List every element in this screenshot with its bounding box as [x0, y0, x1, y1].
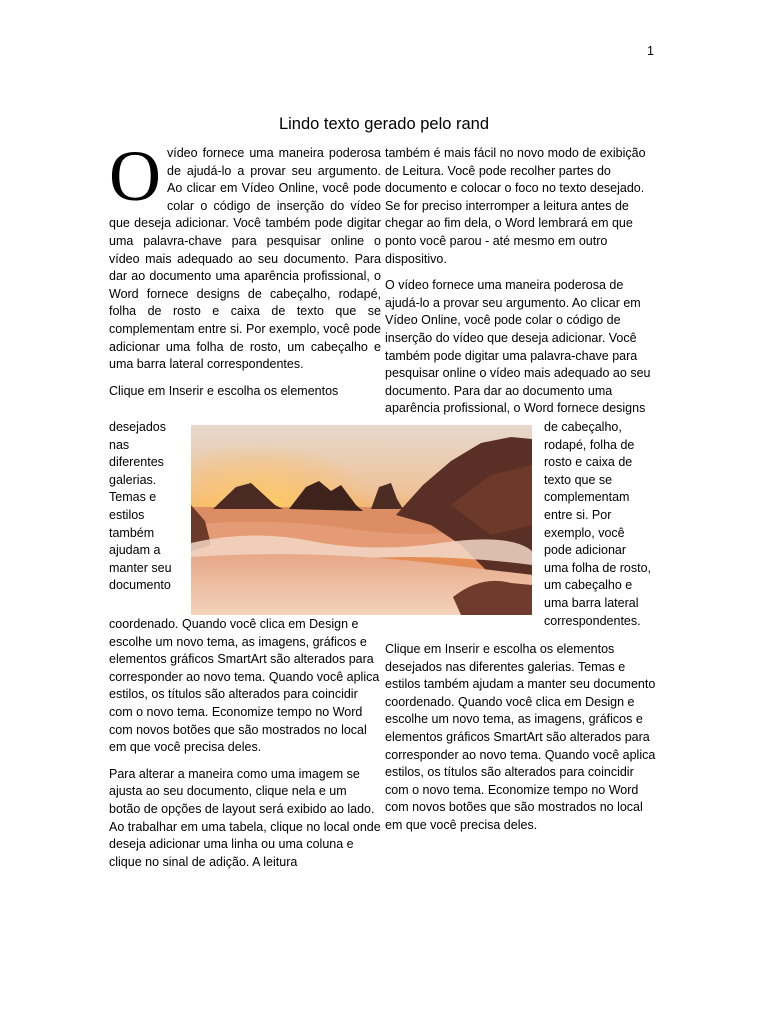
wrapped-line: ajudam a — [109, 543, 161, 558]
drop-cap: O — [109, 136, 161, 216]
wrapped-line: uma folha de rosto, — [544, 560, 652, 575]
wrapped-line: rosto e caixa de — [544, 455, 633, 470]
wrapped-line: correspondentes. — [544, 613, 641, 628]
wrapped-line: complementam — [544, 490, 630, 505]
wrapped-line: manter seu — [109, 560, 172, 575]
wrapped-line: nas — [109, 437, 130, 452]
wrapped-line: Temas e — [109, 490, 157, 505]
left-column — [109, 136, 381, 400]
paragraph-text: vídeo fornece uma maneira poderosa de ajudá-lo a provar seu argumento. Ao clicar em Vídeo Online, você pode colar o código de inserção do vídeo que deseja adicionar. Você também pode digitar uma palavra-chave para pesquisar online o vídeo mais adequado ao seu documento. Para dar ao documento uma aparência profissional, o Word fornece designs de cabeçalho, rodapé, folha de rosto e caixa de texto que se complementam entre si. Por exemplo, você pode adicionar uma folha de rosto, um cabeçalho e uma barra lateral correspondentes. — [109, 146, 381, 372]
wrapped-line: documento — [109, 578, 171, 593]
wrapped-line: texto que se — [544, 472, 613, 487]
right-column — [385, 145, 658, 418]
wrapped-line: desejados — [109, 420, 166, 434]
page-number: 1 — [647, 44, 654, 58]
left-column-continued — [109, 616, 381, 871]
wrapped-text-right — [544, 419, 664, 630]
wrapped-line: galerias. — [109, 472, 157, 487]
wrapped-line: pode adicionar — [544, 543, 627, 558]
paragraph: Para alterar a maneira como uma imagem se ajusta ao seu documento, clique nela e um botão de opções de layout será exibido ao lado. Ao trabalhar em uma tabela, clique no local onde deseja adicionar uma linha ou uma coluna e clique no sinal de adição. A leitura — [109, 766, 381, 869]
wrapped-line: exemplo, você — [544, 525, 625, 540]
wrapped-line: de cabeçalho, — [544, 420, 622, 434]
wrapped-text-left — [109, 419, 181, 595]
paragraph: também é mais fácil no novo modo de exibição de Leitura. Você pode recolher partes do documento e colocar o foco no texto desejado. Se for preciso interromper a leitura antes de chegar ao fim dela, o Word lembrará em que ponto você parou - até mesmo em outro dispositivo. — [385, 146, 646, 266]
wrapped-line: diferentes — [109, 455, 164, 470]
wrapped-line: uma barra lateral — [544, 595, 639, 610]
document-title: Lindo texto gerado pelo rand — [278, 115, 490, 133]
paragraph: Clique em Inserir e escolha os elementos desejados nas diferentes galerias. Temas e estilos também ajudam a manter seu documento coordenado. Quando você clica em Design e escolhe um novo tema, as imagens, gráficos e elementos gráficos SmartArt são alterados para corresponder ao novo tema. Quando você aplica estilos, os títulos são alterados para coincidir com o novo tema. Economize tempo no Word com novos botões que são mostrados no local em que você precisa deles. — [385, 642, 656, 832]
wrapped-line: estilos — [109, 507, 145, 522]
right-column-continued — [385, 641, 658, 835]
wrapped-line: também — [109, 525, 155, 540]
wrapped-line: entre si. Por — [544, 507, 612, 522]
beach-sunset-photo — [191, 425, 532, 615]
paragraph — [109, 136, 381, 374]
paragraph: Clique em Inserir e escolha os elementos — [109, 383, 339, 398]
wrapped-line: um cabeçalho e — [544, 578, 633, 593]
paragraph: O vídeo fornece uma maneira poderosa de ajudá-lo a provar seu argumento. Ao clicar em Vídeo Online, você pode colar o código de inserção do vídeo que deseja adicionar. Você também pode digitar uma palavra-chave para pesquisar online o vídeo mais adequado ao seu documento. Para dar ao documento uma aparência profissional, o Word fornece designs — [385, 278, 651, 416]
wrapped-line: rodapé, folha de — [544, 437, 635, 452]
paragraph: coordenado. Quando você clica em Design e escolhe um novo tema, as imagens, gráficos e elementos gráficos SmartArt são alterados para corresponder ao novo tema. Quando você aplica estilos, os títulos são alterados para coincidir com o novo tema. Economize tempo no Word com novos botões que são mostrados no local em que você precisa deles. — [109, 617, 380, 755]
